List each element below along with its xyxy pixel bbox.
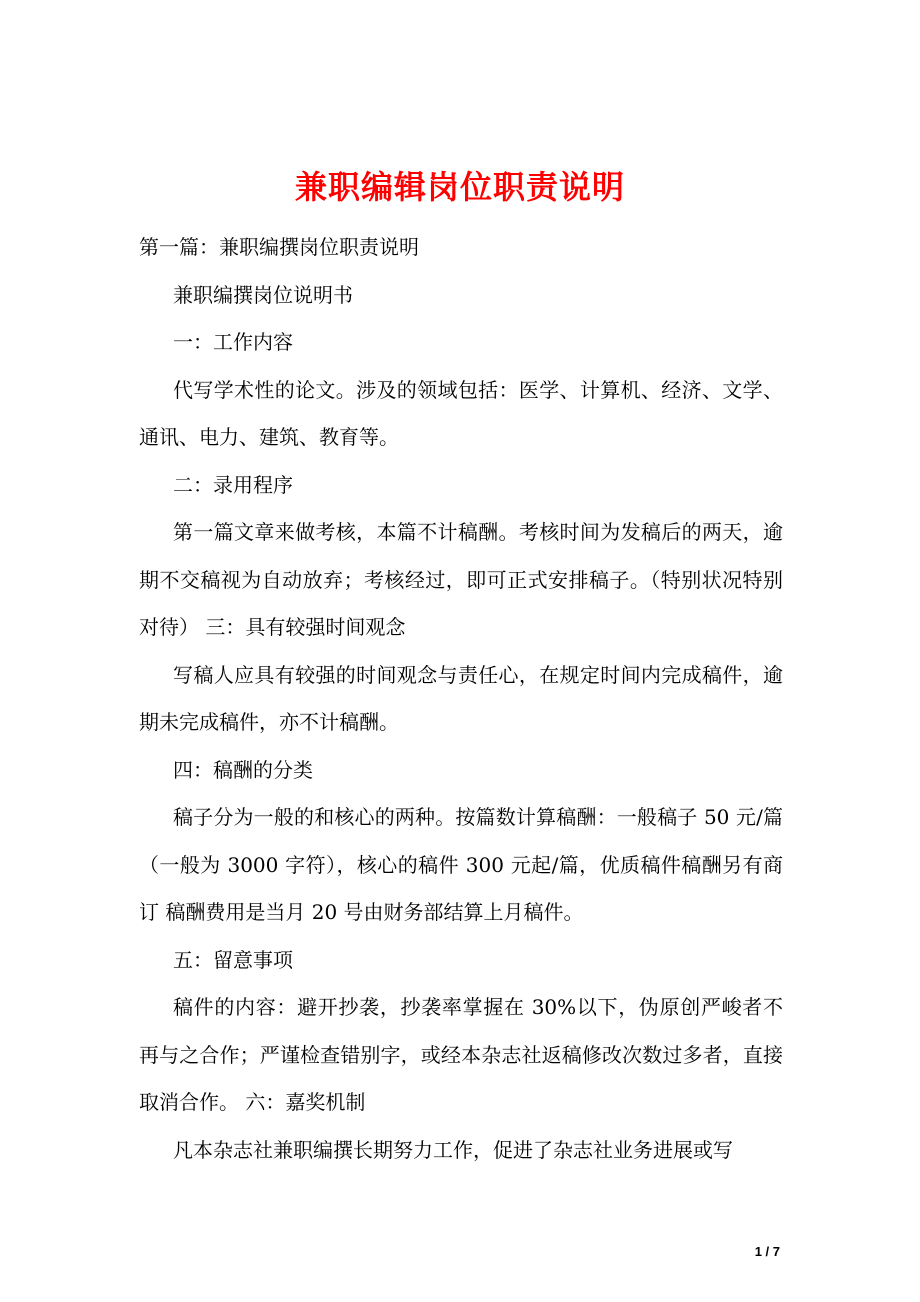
document-body — [139, 224, 783, 1174]
body-paragraph: 写稿人应具有较强的时间观念与责任心，在规定时间内完成稿件，逾期未完成稿件，亦不计稿酬。 — [139, 662, 783, 734]
document-title: 兼职编辑岗位职责说明 — [294, 168, 625, 207]
body-paragraph: 代写学术性的论文。涉及的领域包括：医学、计算机、经济、文学、通讯、电力、建筑、教育等。 — [139, 377, 783, 449]
section-heading: 第一篇：兼职编撰岗位职责说明 — [139, 235, 419, 259]
page-number: 1 / 7 — [754, 1244, 780, 1259]
body-paragraph: 稿件的内容：避开抄袭，抄袭率掌握在 30%以下，伪原创严峻者不再与之合作；严谨检查错别字，或经本杂志社返稿修改次数过多者，直接取消合作。 六：嘉奖机制 — [139, 995, 783, 1114]
section-heading: 二：录用程序 — [173, 472, 293, 497]
body-paragraph: 凡本杂志社兼职编撰长期努力工作，促进了杂志社业务进展或写 — [173, 1137, 733, 1162]
sub-heading: 兼职编撰岗位说明书 — [173, 282, 353, 307]
section-heading: 四：稿酬的分类 — [173, 757, 313, 782]
body-paragraph: 稿子分为一般的和核心的两种。按篇数计算稿酬：一般稿子 50 元/篇（一般为 3000 字符），核心的稿件 300 元起/篇，优质稿件稿酬另有商订 稿酬费用是当月 20 号由财务部结算上月稿件。 — [139, 805, 783, 924]
section-heading: 一：工作内容 — [173, 330, 293, 354]
body-paragraph: 第一篇文章来做考核，本篇不计稿酬。考核时间为发稿后的两天，逾期不交稿视为自动放弃；考核经过，即可正式安排稿子。（特别状况特别对待） 三：具有较强时间观念 — [139, 520, 783, 639]
section-heading: 五：留意事项 — [173, 947, 293, 972]
